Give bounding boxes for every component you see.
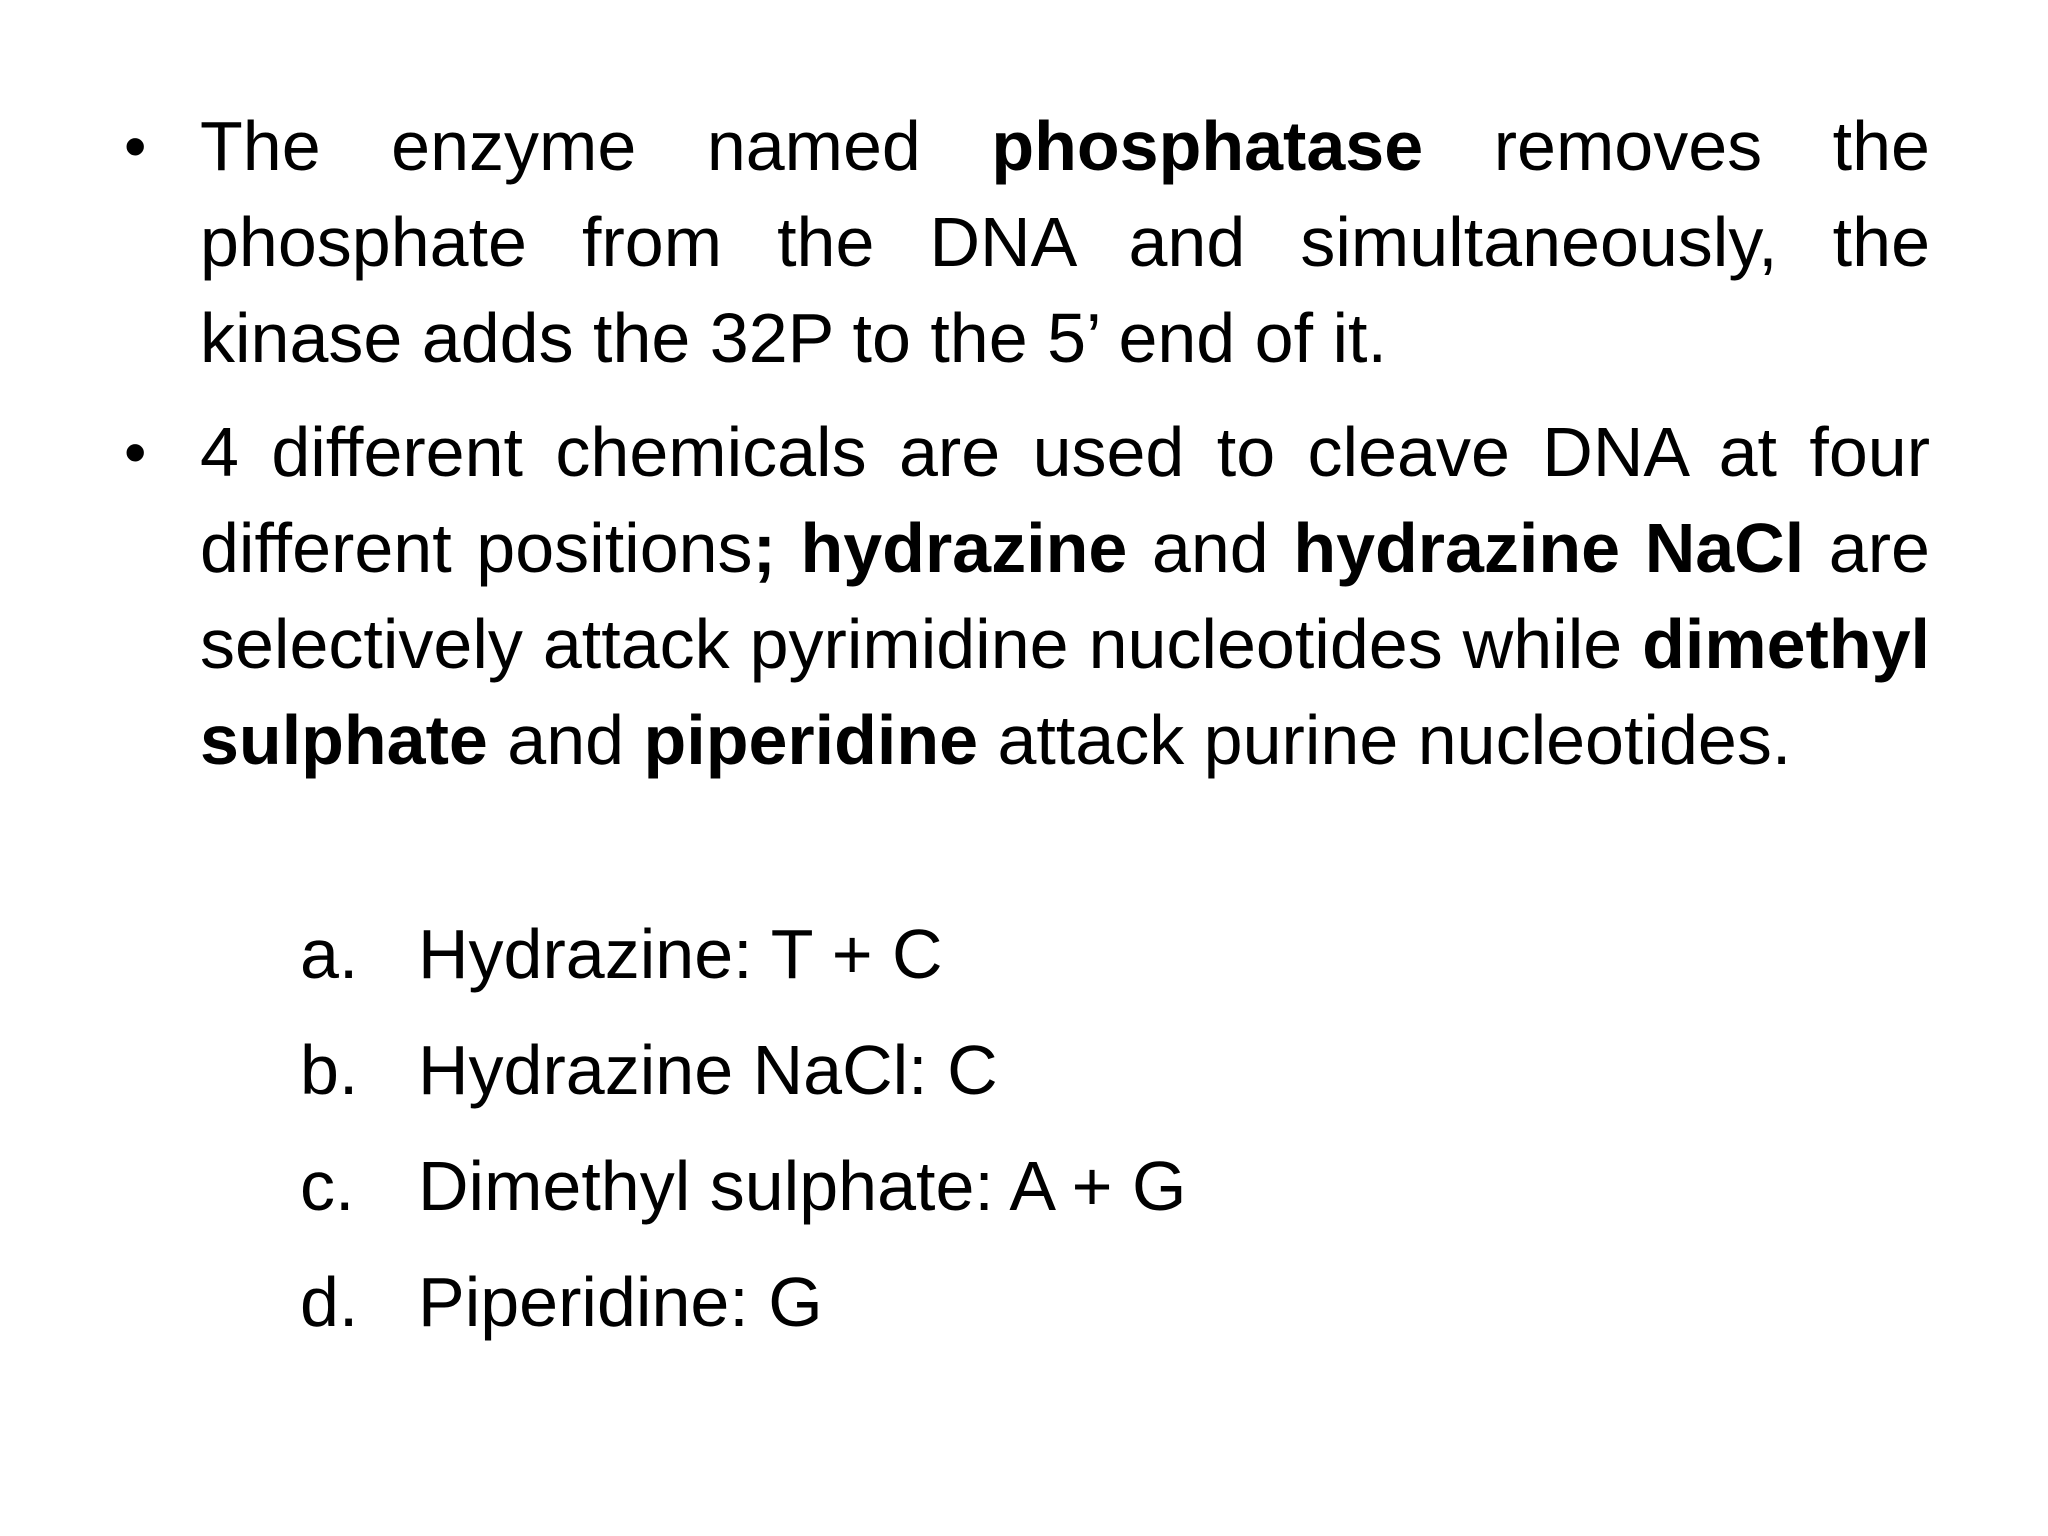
list-item bbox=[300, 1022, 1800, 1138]
bold-term-hydrazine: ; hydrazine bbox=[752, 509, 1128, 587]
list-item-text: Hydrazine NaCl: C bbox=[418, 1031, 998, 1109]
bullet-phosphatase bbox=[200, 98, 1930, 386]
list-item bbox=[300, 1254, 1800, 1370]
list-item-text: Hydrazine: T + C bbox=[418, 915, 943, 993]
list-marker: a. bbox=[300, 915, 359, 993]
list-marker: d. bbox=[300, 1263, 359, 1341]
list-item-text: Dimethyl sulphate: A + G bbox=[418, 1147, 1187, 1225]
bullet-text: and bbox=[1127, 509, 1294, 587]
bold-term-phosphatase: phosphatase bbox=[991, 107, 1424, 185]
list-item-text: Piperidine: G bbox=[418, 1263, 823, 1341]
bullet-text: 4 different chemicals are used to cleave DNA at four different positions bbox=[200, 413, 1930, 587]
lettered-list bbox=[300, 906, 1800, 1370]
list-marker: b. bbox=[300, 1031, 359, 1109]
list-item bbox=[300, 906, 1800, 1022]
bold-term-dimethyl-sulphate: dimethyl sulphate bbox=[200, 605, 1930, 779]
bullet-text: removes the phosphate from the DNA and simultaneously, the kinase adds the 32P to the 5’ end of it. bbox=[200, 107, 1930, 377]
bullet-text: The enzyme named bbox=[200, 107, 992, 185]
list-marker: c. bbox=[300, 1147, 355, 1225]
bold-term-hydrazine-nacl: hydrazine NaCl bbox=[1293, 509, 1805, 587]
bullet-chemicals bbox=[200, 404, 1930, 788]
bullet-text: and bbox=[487, 701, 644, 779]
list-item bbox=[300, 1138, 1800, 1254]
bold-term-piperidine: piperidine bbox=[643, 701, 979, 779]
bullet-text: attack purine nucleotides. bbox=[978, 701, 1792, 779]
bullet-text: are selectively attack pyrimidine nucleotides while bbox=[200, 509, 1930, 683]
